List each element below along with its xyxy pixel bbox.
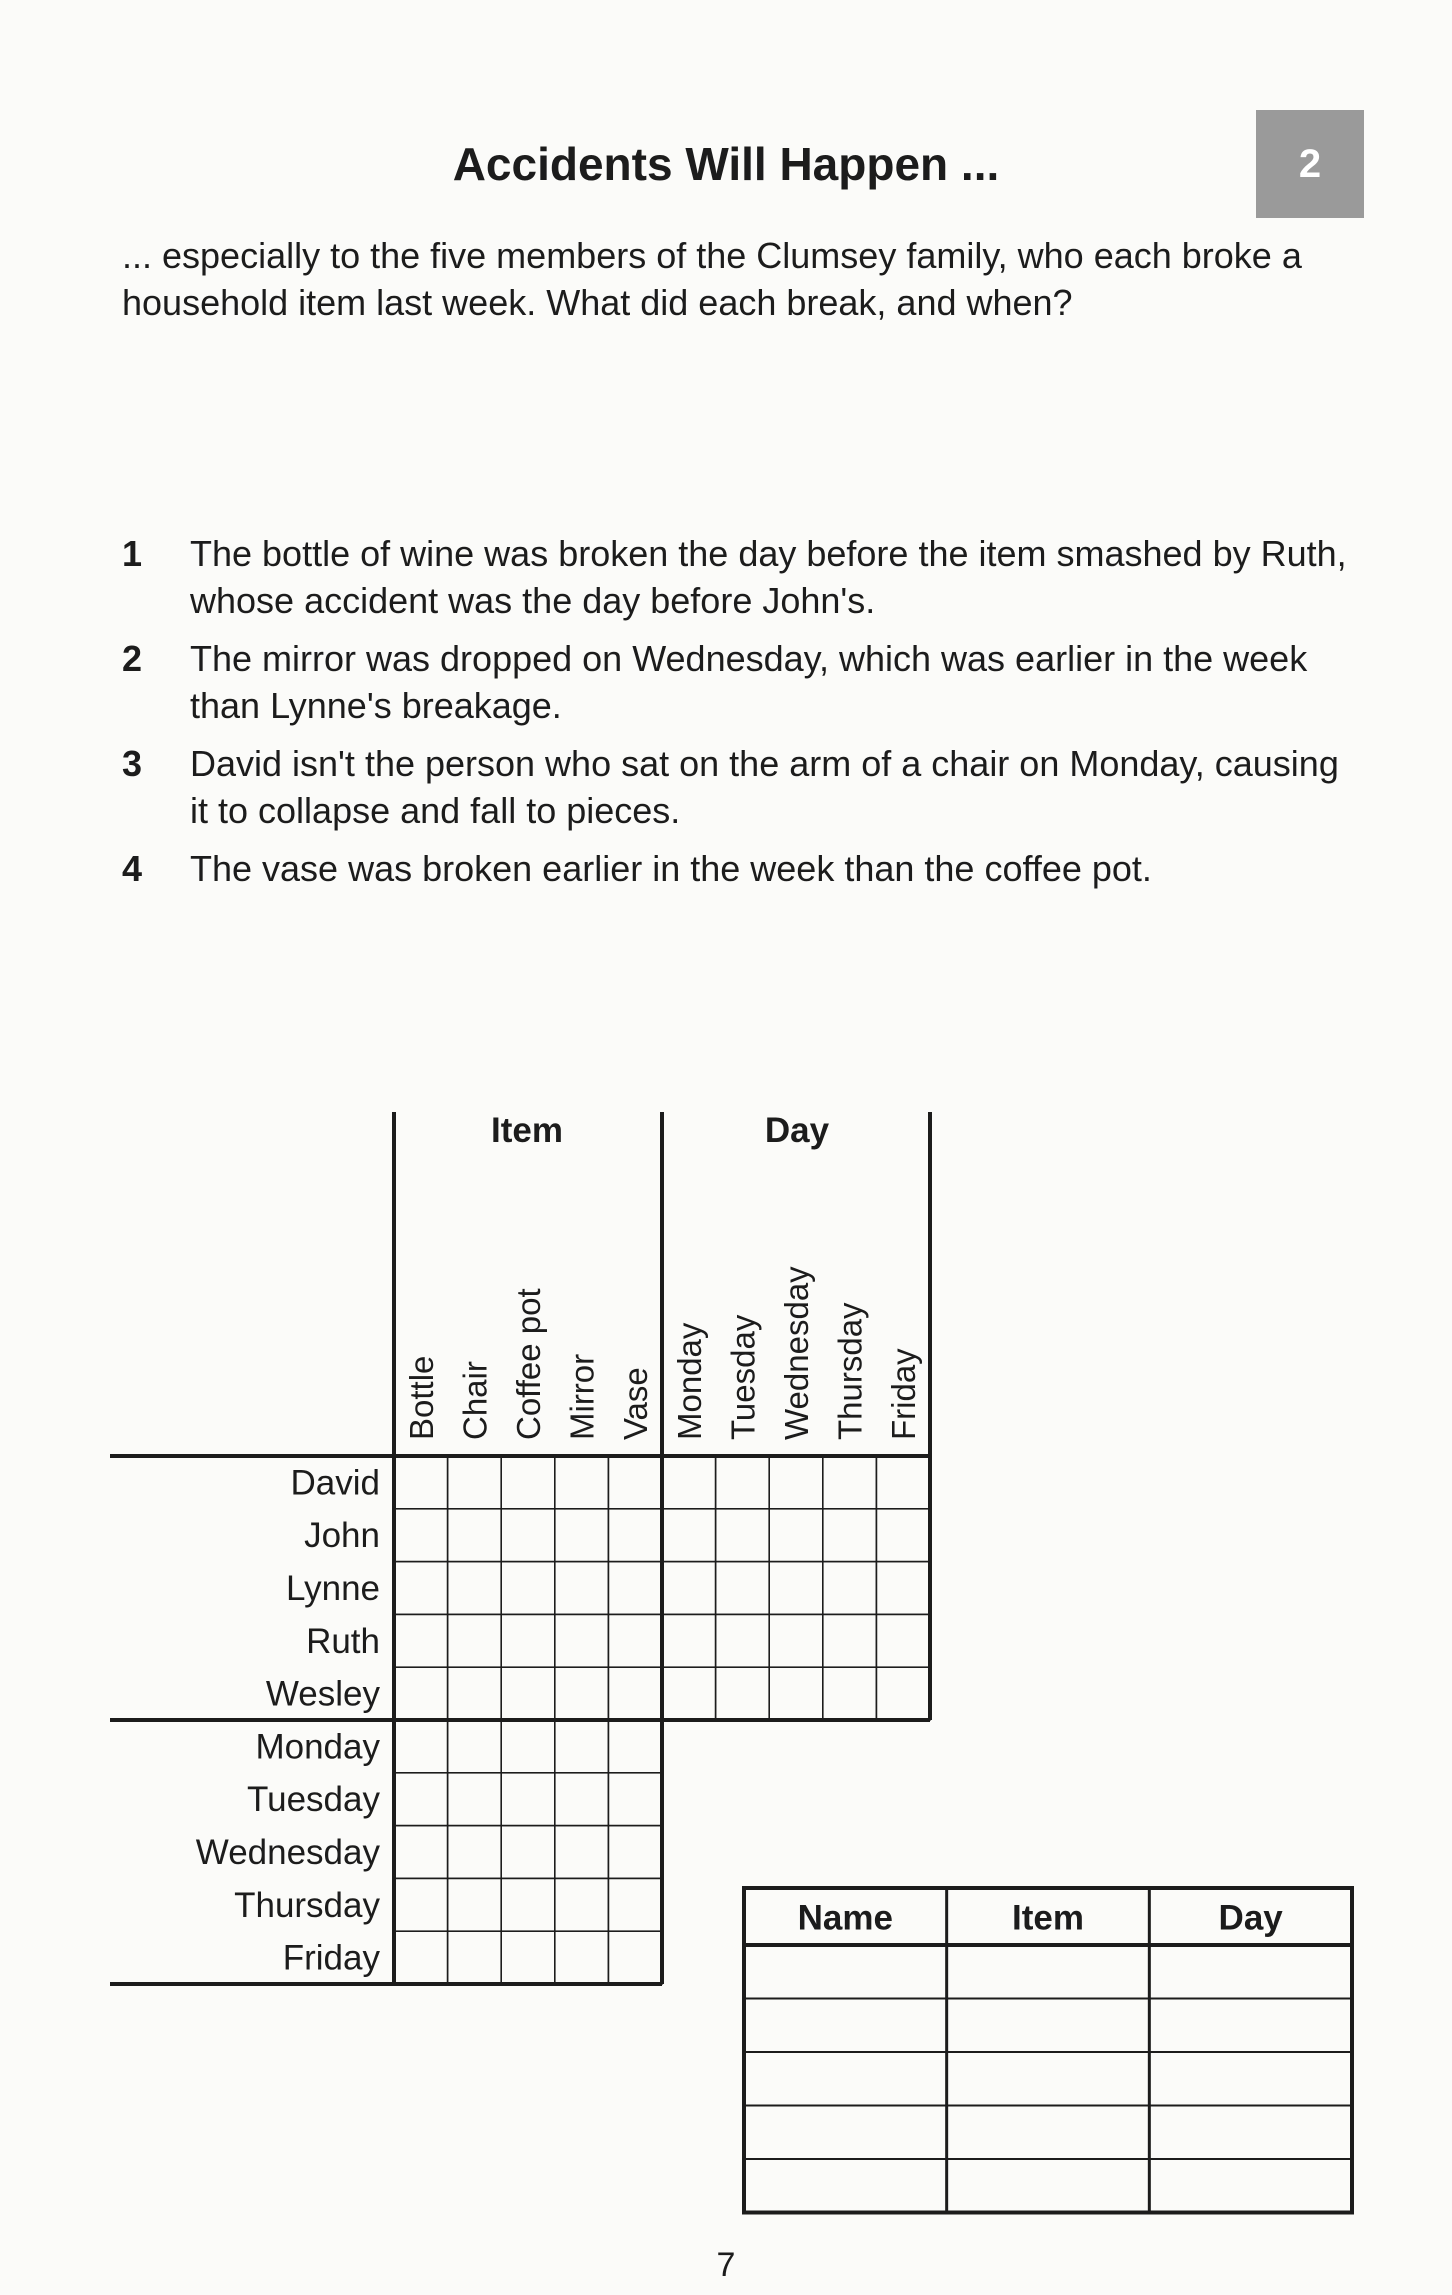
grid-cell[interactable] (608, 1509, 662, 1562)
clue-number: 3 (122, 743, 143, 784)
clue-text: The vase was broken earlier in the week than the coffee pot. (190, 848, 1152, 889)
grid-cell[interactable] (555, 1931, 609, 1984)
answer-cell[interactable] (744, 2052, 947, 2106)
clue-text: The mirror was dropped on Wednesday, which was earlier in the week than Lynne's breakage. (190, 638, 1308, 726)
column-label: Monday (670, 1322, 708, 1440)
grid-cell[interactable] (769, 1456, 823, 1509)
grid-cell[interactable] (662, 1456, 716, 1509)
grid-cell[interactable] (501, 1773, 555, 1826)
grid-cell[interactable] (448, 1931, 502, 1984)
grid-cell[interactable] (394, 1826, 448, 1879)
page-number: 7 (716, 2246, 736, 2284)
answer-cell[interactable] (744, 1945, 947, 1999)
grid-cell[interactable] (823, 1509, 877, 1562)
puzzle-number-badge: 2 (1256, 110, 1364, 218)
row-label-name: Lynne (285, 1569, 380, 1608)
row-label-name: John (304, 1516, 380, 1556)
grid-cell[interactable] (448, 1562, 502, 1615)
grid-cell[interactable] (394, 1878, 448, 1931)
grid-cell[interactable] (876, 1667, 930, 1720)
grid-cell[interactable] (662, 1614, 716, 1667)
answer-cell[interactable] (1149, 1945, 1352, 1999)
grid-cell[interactable] (394, 1667, 448, 1720)
grid-cell[interactable] (876, 1614, 930, 1667)
grid-cell[interactable] (662, 1667, 716, 1720)
grid-cell[interactable] (501, 1562, 555, 1615)
intro-text: ... especially to the five members of the Clumsey family, who each broke a household item last week. What did each break, and when? (122, 235, 1302, 323)
answer-cell[interactable] (947, 2106, 1150, 2160)
row-label-name: Wesley (265, 1674, 380, 1714)
grid-cell[interactable] (501, 1878, 555, 1931)
grid-cell[interactable] (876, 1562, 930, 1615)
grid-cell[interactable] (555, 1720, 609, 1773)
grid-cell[interactable] (608, 1667, 662, 1720)
grid-cell[interactable] (394, 1773, 448, 1826)
grid-cell[interactable] (823, 1456, 877, 1509)
grid-cell[interactable] (448, 1614, 502, 1667)
answer-cell[interactable] (744, 2159, 947, 2213)
clue-text: The bottle of wine was broken the day before the item smashed by Ruth, whose accident was the day before John's. (190, 533, 1347, 621)
grid-cell[interactable] (662, 1562, 716, 1615)
grid-cell[interactable] (555, 1773, 609, 1826)
row-label-day: Monday (255, 1727, 380, 1767)
grid-cell[interactable] (555, 1456, 609, 1509)
grid-cell[interactable] (716, 1562, 770, 1615)
row-label-day: Friday (282, 1938, 380, 1978)
grid-cell[interactable] (555, 1667, 609, 1720)
grid-cell[interactable] (394, 1720, 448, 1773)
grid-cell[interactable] (716, 1456, 770, 1509)
grid-cell[interactable] (394, 1456, 448, 1509)
grid-cell[interactable] (448, 1720, 502, 1773)
grid-cell[interactable] (876, 1509, 930, 1562)
grid-cell[interactable] (448, 1456, 502, 1509)
logic-grid (110, 1111, 930, 1984)
grid-cell[interactable] (501, 1456, 555, 1509)
column-label: Mirror (563, 1353, 601, 1440)
item-group-label: Item (491, 1111, 563, 1150)
grid-cell[interactable] (448, 1509, 502, 1562)
grid-cell[interactable] (769, 1667, 823, 1720)
grid-cell[interactable] (555, 1509, 609, 1562)
grid-cell[interactable] (448, 1826, 502, 1879)
clue-number: 4 (122, 848, 143, 889)
row-label-day: Wednesday (195, 1833, 380, 1872)
grid-cell[interactable] (769, 1562, 823, 1615)
grid-cell[interactable] (608, 1720, 662, 1773)
column-label: Bottle (402, 1355, 440, 1440)
grid-cell[interactable] (608, 1773, 662, 1826)
day-group-label: Day (764, 1111, 830, 1150)
answer-cell[interactable] (947, 1945, 1150, 1999)
column-label: Tuesday (724, 1314, 762, 1440)
row-label-day: Thursday (234, 1885, 380, 1925)
column-label: Wednesday (778, 1266, 815, 1440)
grid-cell[interactable] (608, 1562, 662, 1615)
clue-text: David isn't the person who sat on the arm of a chair on Monday, causing it to collapse and fall to pieces. (190, 743, 1339, 831)
grid-cell[interactable] (448, 1773, 502, 1826)
row-label-name: Ruth (306, 1621, 380, 1661)
answer-cell[interactable] (1149, 2159, 1352, 2213)
grid-cell[interactable] (823, 1667, 877, 1720)
grid-cell[interactable] (608, 1826, 662, 1879)
column-label: Vase (617, 1367, 655, 1440)
grid-cell[interactable] (823, 1562, 877, 1615)
clue-number: 2 (122, 638, 143, 679)
answer-table (744, 1888, 1352, 2213)
grid-cell[interactable] (394, 1931, 448, 1984)
grid-cell[interactable] (769, 1509, 823, 1562)
grid-cell[interactable] (555, 1614, 609, 1667)
grid-cell[interactable] (448, 1667, 502, 1720)
grid-cell[interactable] (716, 1614, 770, 1667)
answer-cell[interactable] (1149, 2052, 1352, 2106)
answer-cell[interactable] (947, 2159, 1150, 2213)
grid-cell[interactable] (608, 1878, 662, 1931)
column-label: Chair (456, 1361, 494, 1440)
grid-cell[interactable] (823, 1614, 877, 1667)
grid-cell[interactable] (716, 1509, 770, 1562)
grid-cell[interactable] (501, 1826, 555, 1879)
grid-cell[interactable] (608, 1931, 662, 1984)
column-label: Thursday (831, 1302, 869, 1440)
row-label-day: Tuesday (247, 1780, 380, 1820)
grid-cell[interactable] (662, 1509, 716, 1562)
answer-cell[interactable] (947, 2052, 1150, 2106)
grid-cell[interactable] (716, 1667, 770, 1720)
answer-cell[interactable] (1149, 2106, 1352, 2160)
grid-cell[interactable] (501, 1931, 555, 1984)
answer-header: Day (1218, 1898, 1283, 1938)
grid-cell[interactable] (876, 1456, 930, 1509)
row-label-name: David (290, 1463, 380, 1503)
grid-cell[interactable] (501, 1720, 555, 1773)
column-label: Friday (885, 1348, 923, 1440)
grid-cell[interactable] (608, 1614, 662, 1667)
grid-cell[interactable] (608, 1456, 662, 1509)
grid-cell[interactable] (769, 1614, 823, 1667)
grid-cell[interactable] (448, 1878, 502, 1931)
grid-cell[interactable] (501, 1509, 555, 1562)
grid-cell[interactable] (555, 1562, 609, 1615)
grid-cell[interactable] (394, 1509, 448, 1562)
answer-cell[interactable] (744, 1999, 947, 2053)
answer-header: Item (1012, 1898, 1084, 1938)
answer-header: Name (797, 1898, 893, 1938)
answer-cell[interactable] (947, 1999, 1150, 2053)
clue-number: 1 (122, 533, 143, 574)
grid-cell[interactable] (555, 1878, 609, 1931)
puzzle-title: Accidents Will Happen ... (452, 138, 1000, 190)
grid-cell[interactable] (394, 1614, 448, 1667)
grid-cell[interactable] (501, 1614, 555, 1667)
answer-cell[interactable] (1149, 1999, 1352, 2053)
column-label: Coffee pot (510, 1288, 547, 1440)
answer-cell[interactable] (744, 2106, 947, 2160)
grid-cell[interactable] (555, 1826, 609, 1879)
grid-cell[interactable] (394, 1562, 448, 1615)
grid-cell[interactable] (501, 1667, 555, 1720)
